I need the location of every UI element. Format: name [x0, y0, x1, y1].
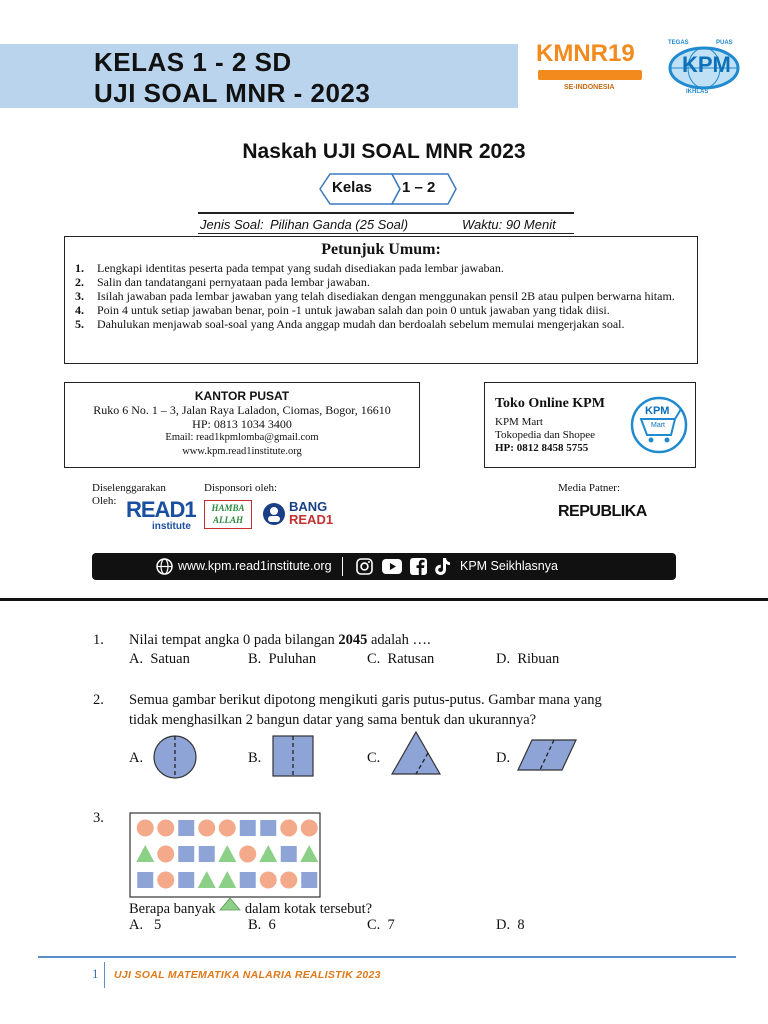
kmnr-logo-banner: [538, 70, 642, 80]
option-letter: A.: [129, 917, 144, 933]
option-text: Puluhan: [268, 651, 317, 667]
read1-logo-sub: institute: [152, 521, 191, 532]
hamba-logo-line1: HAMBA: [211, 503, 245, 513]
hamba-logo-line2: ALLAH: [212, 515, 243, 525]
kpm-mart-logo-text: KPM: [645, 405, 670, 417]
header-title-line2: UJI SOAL MNR - 2023: [94, 78, 371, 108]
q2-option-b-square-icon[interactable]: [272, 735, 314, 777]
kmnr-logo: [528, 40, 648, 98]
green-triangle-icon: [219, 897, 241, 911]
option-letter: A.: [129, 651, 144, 667]
petunjuk-text: Salin dan tandatangani pernyataan pada lembar jawaban.: [97, 275, 370, 289]
kmnr-logo-sub: SE-INDONESIA: [564, 84, 615, 91]
q2-option-d-parallelogram-icon[interactable]: [516, 738, 578, 772]
q2-label-c[interactable]: C.: [367, 750, 381, 766]
jenis-soal-value: Pilihan Ganda (25 Soal): [270, 217, 409, 232]
youtube-icon[interactable]: [382, 559, 402, 574]
bang-read1-logo: [262, 500, 342, 530]
q3-square-shape: [178, 820, 194, 836]
q2-option-a-circle-icon[interactable]: [152, 734, 198, 780]
petunjuk-list: [75, 261, 687, 331]
kantor-email[interactable]: Email: read1kpmlomba@gmail.com: [165, 432, 319, 443]
q3-circle-shape: [157, 872, 174, 889]
kpm-mart-logo-sub: Mart: [651, 422, 665, 429]
facebook-icon[interactable]: [410, 558, 427, 575]
question-2-number: 2.: [93, 692, 104, 708]
q3-square-shape: [281, 846, 297, 862]
q3-option-a[interactable]: [129, 917, 161, 934]
q2-label-b[interactable]: B.: [248, 750, 262, 766]
option-text: Ratusan: [387, 651, 435, 667]
option-letter: B.: [248, 917, 262, 933]
kantor-pusat-box: [64, 382, 420, 468]
q1-option-a[interactable]: [129, 651, 190, 668]
q3-circle-shape: [198, 820, 215, 837]
petunjuk-item: [75, 289, 687, 303]
q3-circle-shape: [239, 846, 256, 863]
kantor-title: KANTOR PUSAT: [194, 389, 290, 403]
toko-line2: Tokopedia dan Shopee: [495, 429, 596, 441]
diselenggarakan-label: Diselenggarakan: [92, 482, 166, 494]
toko-line3: HP: 0812 8458 5755: [495, 442, 589, 454]
q3-circle-shape: [219, 820, 236, 837]
petunjuk-num: 2.: [75, 275, 84, 289]
q3-text-pre: Berapa banyak: [129, 901, 216, 917]
question-1-number: 1.: [93, 632, 104, 648]
q3-square-shape: [240, 820, 256, 836]
kelas-label: Kelas: [332, 179, 373, 196]
q3-square-shape: [199, 846, 215, 862]
petunjuk-text: Lengkapi identitas peserta pada tempat yang sudah disediakan pada lembar jawaban.: [97, 261, 504, 275]
republika-logo: REPUBLIKA: [558, 503, 647, 520]
option-text: 8: [517, 917, 525, 933]
read1-logo: [126, 497, 196, 532]
media-partner-label: Media Patner:: [558, 482, 621, 494]
social-handle[interactable]: KPM Seikhlasnya: [460, 559, 558, 573]
hamba-allah-logo: [204, 500, 252, 529]
q3-option-d[interactable]: [496, 917, 525, 934]
q3-circle-shape: [280, 872, 297, 889]
kelas-value: 1 – 2: [402, 179, 436, 196]
footer-separator: [104, 962, 105, 988]
petunjuk-num: 5.: [75, 317, 84, 331]
q3-circle-shape: [157, 820, 174, 837]
q3-text-post: dalam kotak tersebut?: [244, 901, 373, 917]
oleh-label: Oleh:: [92, 495, 117, 507]
option-text: 7: [387, 917, 395, 933]
disponsori-label: Disponsori oleh:: [204, 482, 278, 494]
petunjuk-title: Petunjuk Umum:: [321, 241, 441, 258]
kmnr-logo-text: KMNR19: [536, 40, 635, 67]
q3-option-b[interactable]: [248, 917, 276, 934]
q3-circle-shape: [260, 872, 277, 889]
kpm-logo-puas: PUAS: [716, 40, 733, 46]
kpm-logo-tegas: TEGAS: [668, 40, 689, 46]
q3-option-c[interactable]: [367, 917, 395, 934]
q3-square-shape: [260, 820, 276, 836]
meta-bottom-rule: [198, 233, 574, 234]
bang-read-logo-text: READ1: [289, 512, 334, 527]
q1-text-bold: 2045: [338, 632, 368, 648]
social-web-link[interactable]: www.kpm.read1institute.org: [178, 559, 332, 573]
footer-title: UJI SOAL MATEMATIKA NALARIA REALISTIK 2023: [114, 969, 381, 981]
q3-circle-shape: [301, 820, 318, 837]
q1-option-b[interactable]: [248, 651, 316, 668]
q2-label-d[interactable]: D.: [496, 750, 511, 766]
option-letter: D.: [496, 651, 511, 667]
footer-rule: [38, 956, 736, 958]
kantor-web[interactable]: www.kpm.read1institute.org: [182, 446, 302, 457]
social-bar: [92, 553, 676, 580]
petunjuk-num: 4.: [75, 303, 84, 317]
option-text: 6: [268, 917, 276, 933]
petunjuk-item: [75, 303, 687, 317]
q3-square-shape: [178, 872, 194, 888]
q3-circle-shape: [137, 820, 154, 837]
question-2-line2: tidak menghasilkan 2 bangun datar yang sama bentuk dan ukurannya?: [129, 712, 537, 728]
social-divider: [342, 557, 343, 576]
kpm-logo: [664, 40, 744, 98]
jenis-soal-label: Jenis Soal:: [200, 217, 264, 232]
q3-square-shape: [240, 872, 256, 888]
toko-title: Toko Online KPM: [495, 396, 605, 411]
option-letter: B.: [248, 651, 262, 667]
q3-square-shape: [178, 846, 194, 862]
petunjuk-num: 1.: [75, 261, 84, 275]
q3-shape-box: [129, 812, 321, 898]
bang-read1-avatar-icon: [262, 502, 286, 526]
petunjuk-text: Poin 4 untuk setiap jawaban benar, poin -1 untuk jawaban salah dan poin 0 untuk jawaban yang tidak diisi.: [97, 303, 610, 317]
petunjuk-item: [75, 275, 687, 289]
q1-text-post: adalah ….: [367, 632, 431, 648]
section-divider: [0, 598, 768, 601]
petunjuk-text: Dahulukan menjawab soal-soal yang Anda anggap mudah dan berdoalah sebelum memulai mengerjakan soal.: [97, 317, 625, 331]
option-letter: C.: [367, 651, 381, 667]
q3-square-shape: [301, 872, 317, 888]
option-letter: D.: [496, 917, 511, 933]
q1-option-d[interactable]: [496, 651, 559, 668]
q3-circle-shape: [157, 846, 174, 863]
question-3-text: [129, 897, 372, 919]
instagram-icon[interactable]: [356, 558, 373, 575]
option-text: 5: [153, 917, 162, 933]
petunjuk-num: 3.: [75, 289, 84, 303]
toko-online-box: [484, 382, 696, 468]
bang-logo-text: BANG: [289, 499, 328, 514]
q3-circle-shape: [280, 820, 297, 837]
meta-top-rule: [198, 212, 574, 214]
question-2-line1: Semua gambar berikut dipotong mengikuti garis putus-putus. Gambar mana yang: [129, 692, 602, 708]
toko-line1: KPM Mart: [495, 416, 543, 428]
petunjuk-text: Isilah jawaban pada lembar jawaban yang telah disediakan dengan menggunakan pensil 2B atau pulpen berwarna hitam.: [97, 289, 675, 303]
petunjuk-item: [75, 317, 687, 331]
q2-label-a[interactable]: A.: [129, 750, 144, 766]
option-text: Satuan: [150, 651, 190, 667]
globe-icon: [156, 558, 173, 575]
question-1-text: [129, 630, 431, 650]
kantor-address: Ruko 6 No. 1 – 3, Jalan Raya Laladon, Ciomas, Bogor, 16610: [93, 403, 391, 417]
tiktok-icon[interactable]: [434, 557, 450, 576]
kpm-logo-text: KPM: [682, 52, 731, 77]
waktu: Waktu: 90 Menit: [462, 217, 556, 232]
q2-option-c-triangle-icon[interactable]: [390, 730, 442, 776]
option-text: Ribuan: [517, 651, 560, 667]
page-number: 1: [92, 966, 99, 981]
kantor-hp: HP: 0813 1034 3400: [192, 417, 292, 431]
q3-square-shape: [137, 872, 153, 888]
q1-text-pre: Nilai tempat angka 0 pada bilangan: [129, 632, 339, 648]
question-3-number: 3.: [93, 810, 104, 826]
header-title-line1: KELAS 1 - 2 SD: [94, 47, 292, 77]
read1-logo-text: READ1: [126, 497, 196, 522]
kelas-badge: [318, 172, 458, 211]
option-letter: C.: [367, 917, 381, 933]
kpm-logo-ikhlas: IKHLAS: [686, 89, 709, 95]
q1-option-c[interactable]: [367, 651, 434, 668]
document-title: Naskah UJI SOAL MNR 2023: [242, 140, 526, 163]
petunjuk-box: [64, 236, 698, 364]
petunjuk-item: [75, 261, 687, 275]
